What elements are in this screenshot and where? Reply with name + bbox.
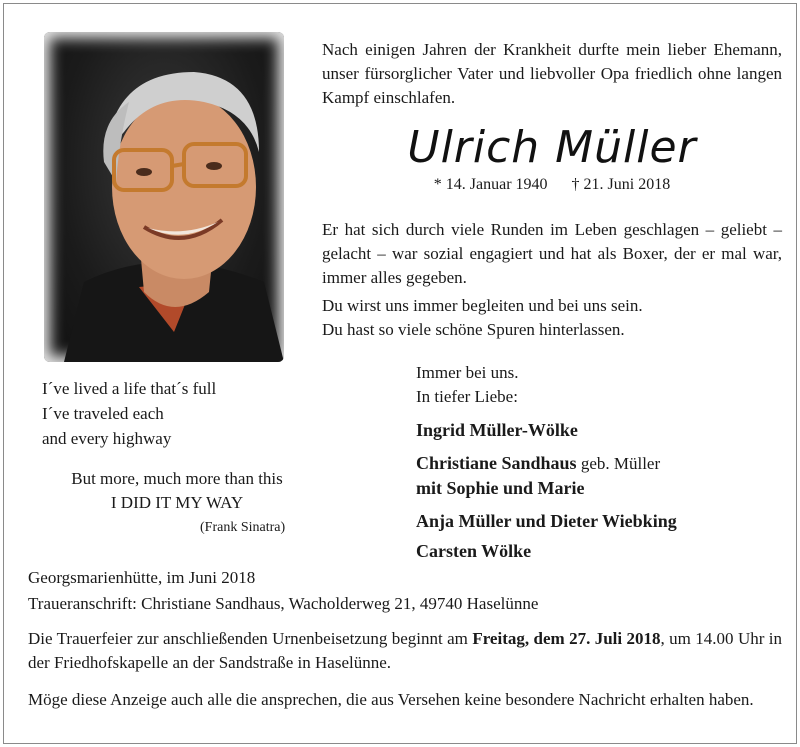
closing-note: Möge diese Anzeige auch alle die ansprechen, die aus Versehen keine besondere Nachricht erhalten haben. <box>28 690 754 709</box>
quote-line-2: I´ve traveled each <box>42 404 164 423</box>
ceremony-text-post: , um 14.00 Uhr in der Friedhofskapelle an der Sandstraße in Haselünne. <box>28 629 783 672</box>
birth-date: * 14. Januar 1940 <box>433 176 548 193</box>
mourner-3: mit Sophie und Marie <box>416 478 585 498</box>
mourner-5: Carsten Wölke <box>416 541 532 561</box>
ceremony-date: Freitag, dem 27. Juli 2018 <box>472 629 661 648</box>
quote-attribution: (Frank Sinatra) <box>200 520 286 535</box>
life-dates <box>322 176 782 194</box>
mourner-2-row <box>416 451 786 476</box>
farewell-line-1: Du wirst uns immer begleiten und bei uns sein. <box>322 296 643 315</box>
quote-line-1: I´ve lived a life that´s full <box>42 379 217 398</box>
portrait-photo <box>44 32 284 362</box>
quote-line-3: and every highway <box>42 429 172 448</box>
quote-block-2 <box>42 467 312 515</box>
ceremony-info <box>28 627 782 675</box>
mourners-intro-1: Immer bei uns. <box>416 363 519 382</box>
place-date: Georgsmarienhütte, im Juni 2018 <box>28 568 256 587</box>
mourners-intro-2: In tiefer Liebe: <box>416 387 518 406</box>
quote-line-4: But more, much more than this <box>71 469 283 488</box>
tribute-paragraph: Er hat sich durch viele Runden im Leben geschlagen – geliebt – gelacht – war sozial engagiert und hat als Boxer, der er mal war, immer alles gegeben. <box>322 220 782 287</box>
intro-text: Nach einigen Jahren der Krankheit durfte mein lieber Ehemann, unser fürsorglicher Vater und liebvoller Opa friedlich ohne langen Kampf einschlafen. <box>322 40 782 107</box>
death-date: † 21. Juni 2018 <box>571 176 671 193</box>
ceremony-text-pre: Die Trauerfeier zur anschließenden Urnenbeisetzung beginnt am <box>28 629 473 648</box>
quote-block <box>42 376 312 451</box>
mourner-2: Christiane Sandhaus <box>416 453 577 473</box>
deceased-name: Ulrich Müller <box>407 122 697 173</box>
mourner-1: Ingrid Müller-Wölke <box>416 420 578 440</box>
farewell-line-2: Du hast so viele schöne Spuren hinterlassen. <box>322 320 625 339</box>
mourner-4: Anja Müller und Dieter Wiebking <box>416 511 677 531</box>
mourners-list <box>416 361 786 563</box>
quote-line-5: I DID IT MY WAY <box>110 493 244 512</box>
mourning-address: Traueranschrift: Christiane Sandhaus, Wacholderweg 21, 49740 Haselünne <box>28 594 539 613</box>
farewell-lines <box>322 294 782 342</box>
mourner-2-suffix: geb. Müller <box>576 454 661 473</box>
obituary-notice <box>3 3 797 744</box>
portrait-illustration <box>44 32 284 362</box>
